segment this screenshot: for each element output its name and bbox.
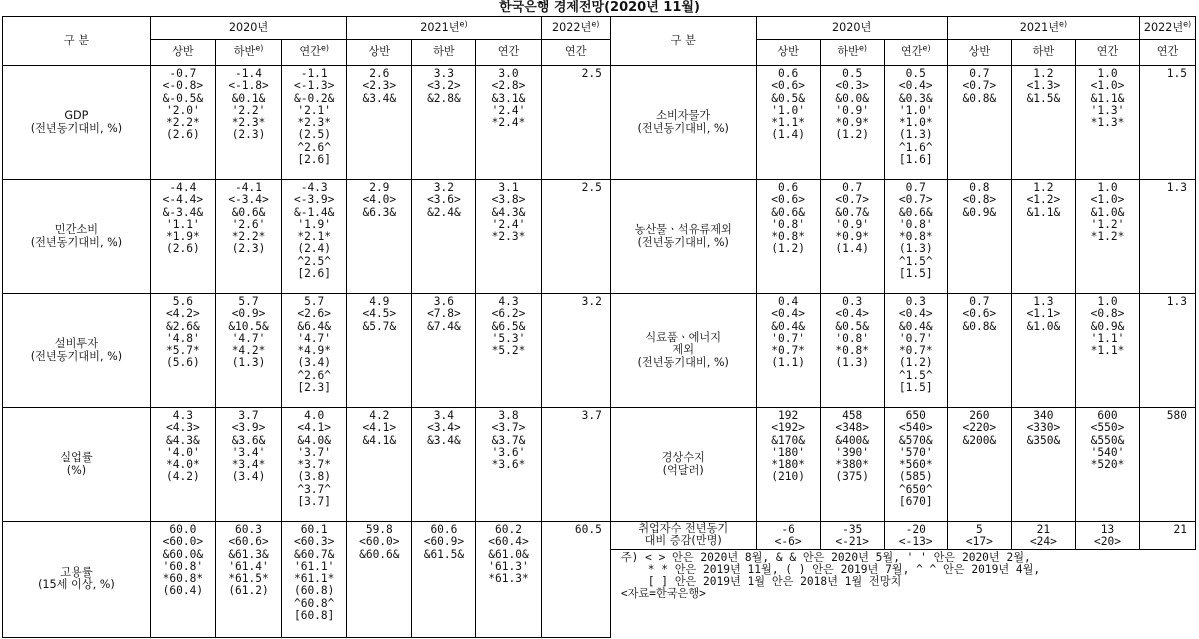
right-cell-h2-2021: 21 <24> [1011,522,1075,550]
left-cell-yr-2021: 60.2 <60.4> &61.0& '61.3' *61.3* [476,522,541,638]
table-row [3,522,1196,550]
table-row [3,66,1196,180]
subheader-h1-2021: 상반 [347,40,412,66]
subheader-annual-2022-r: 연간 [1140,40,1196,66]
left-cell-h1-2020: 60.0 <60.0> &60.0& '60.8' *60.8* (60.4) [150,522,215,638]
left-cell-h2-2021: 3.4 <3.4> &3.4& [412,408,476,522]
subheader-h2-2020-r: 하반$^{e)}$ [820,40,884,66]
left-cell-h1-2020: -4.4 <-4.4> &-3.4& '1.1' *1.9* (2.6) [150,180,215,294]
right-cell-h2-2020: 0.5 <0.3> &0.0& '0.9' *0.9* (1.2) [820,66,884,180]
right-row-label: 경상수지 (억달러) [610,408,756,522]
left-cell-yr-2021: 4.3 <6.2> &6.5& '5.3' *5.2* [476,294,541,408]
right-cell-yr-2020: 0.7 <0.7> &0.6& '0.8' *0.8* (1.3) ^1.5^ [1.5] [884,180,947,294]
forecast-table [2,16,1196,638]
left-cell-yr-2022: 2.5 [541,180,610,294]
table-row [3,180,1196,294]
right-row-label: 취업자수 전년동기 대비 증감(만명) [610,522,756,550]
left-cell-yr-2020: -4.3 <-3.9> &-1.4& '1.9' *2.1* (2.4) ^2.5^ [2.6] [282,180,347,294]
right-cell-h1-2021: 0.7 <0.6> &0.8& [947,294,1011,408]
left-cell-h1-2020: -0.7 <-0.8> &-0.5& '2.0' *2.2* (2.6) [150,66,215,180]
right-cell-h1-2020: 0.6 <0.6> &0.6& '0.8' *0.8* (1.2) [756,180,820,294]
right-cell-h2-2020: 458 <348> &400& '390' *380* (375) [820,408,884,522]
right-cell-yr-2020: -20 <-13> [884,522,947,550]
left-row-label: 설비투자 (전년동기대비, %) [3,294,151,408]
right-cell-yr-2020: 650 <540> &570& '570' *560* (585) ^650^ [670] [884,408,947,522]
right-cell-yr-2022: 1.3 [1140,180,1196,294]
subheader-annual-2021-r: 연간 [1075,40,1139,66]
left-cell-yr-2020: 4.0 <4.1> &4.0& '3.7' *3.7* (3.8) ^3.7^ [3.7] [282,408,347,522]
right-cell-h2-2021: 340 <330> &350& [1011,408,1075,522]
left-cell-h1-2021: 59.8 <60.0> &60.6& [347,522,412,638]
left-cell-h2-2020: -1.4 <-1.8> &0.1& '2.2' *2.3* (2.3) [215,66,281,180]
left-cell-h1-2020: 5.6 <4.2> &2.6& '4.8' *5.7* (5.6) [150,294,215,408]
right-cell-yr-2022: 580 [1140,408,1196,522]
header-2021-right: 2021년$^{e)}$ [947,17,1139,40]
subheader-annual-2021: 연간 [476,40,541,66]
left-cell-h1-2021: 4.9 <4.5> &5.7& [347,294,412,408]
right-cell-yr-2022: 1.3 [1140,294,1196,408]
left-cell-yr-2022: 3.7 [541,408,610,522]
right-cell-yr-2022: 1.5 [1140,66,1196,180]
right-cell-h1-2021: 5 <17> [947,522,1011,550]
subheader-h2-2021-r: 하반 [1011,40,1075,66]
left-cell-yr-2022: 60.5 [541,522,610,638]
left-row-label: 고용률 (15세 이상, %) [3,522,151,638]
subheader-annual-2022: 연간 [541,40,610,66]
subheader-h1-2020-r: 상반 [756,40,820,66]
right-cell-yr-2021: 1.0 <0.8> &0.9& '1.1' *1.1* [1075,294,1139,408]
left-cell-h1-2021: 2.9 <4.0> &6.3& [347,180,412,294]
left-cell-yr-2022: 3.2 [541,294,610,408]
subheader-h1-2021-r: 상반 [947,40,1011,66]
right-cell-yr-2020: 0.5 <0.4> &0.3& '1.0' *1.0* (1.3) ^1.6^ [1.6] [884,66,947,180]
left-cell-h2-2021: 3.3 <3.2> &2.8& [412,66,476,180]
left-cell-h2-2021: 3.2 <3.6> &2.4& [412,180,476,294]
header-2020-right: 2020년 [756,17,947,40]
table-row [3,408,1196,522]
right-row-label: 소비자물가 (전년동기대비, %) [610,66,756,180]
subheader-h1-2020: 상반 [150,40,215,66]
right-cell-yr-2021: 600 <550> &550& '540' *520* [1075,408,1139,522]
header-2020-left: 2020년 [150,17,346,40]
left-cell-yr-2021: 3.8 <3.7> &3.7& '3.6' *3.6* [476,408,541,522]
right-cell-h1-2021: 0.7 <0.7> &0.8& [947,66,1011,180]
left-cell-h2-2020: -4.1 <-3.4> &0.6& '2.6' *2.2* (2.3) [215,180,281,294]
right-cell-h2-2020: -35 <-21> [820,522,884,550]
right-cell-h2-2021: 1.2 <1.3> &1.5& [1011,66,1075,180]
header-2022-left: 2022년$^{e)}$ [541,17,610,40]
left-cell-h2-2020: 3.7 <3.9> &3.6& '3.4' *3.4* (3.4) [215,408,281,522]
right-row-label: 농산물ㆍ석유류제외 (전년동기대비, %) [610,180,756,294]
right-cell-yr-2021: 13 <20> [1075,522,1139,550]
header-gubun-right: 구 분 [610,17,756,66]
left-cell-yr-2020: 5.7 <2.6> &6.4& '4.7' *4.9* (3.4) ^2.6^ [2.3] [282,294,347,408]
left-row-label: 민간소비 (전년동기대비, %) [3,180,151,294]
header-2022-right: 2022년$^{e)}$ [1140,17,1196,40]
left-cell-yr-2021: 3.0 <2.8> &3.1& '2.4' *2.4* [476,66,541,180]
left-cell-h1-2020: 4.3 <4.3> &4.3& '4.0' *4.0* (4.2) [150,408,215,522]
right-cell-h1-2020: -6 <-6> [756,522,820,550]
left-row-label: 실업률 (%) [3,408,151,522]
header-gubun-left: 구 분 [3,17,151,66]
right-cell-yr-2021: 1.0 <1.0> &1.0& '1.2' *1.2* [1075,180,1139,294]
left-cell-h2-2020: 5.7 <0.9> &10.5& '4.7' *4.2* (1.3) [215,294,281,408]
right-cell-h1-2020: 0.6 <0.6> &0.5& '1.0' *1.1* (1.4) [756,66,820,180]
subheader-h2-2021: 하반 [412,40,476,66]
header-2021-left: 2021년$^{e)}$ [347,17,541,40]
table-title: 한국은행 경제전망(2020년 11월) [499,0,700,15]
right-cell-h2-2021: 1.2 <1.2> &1.1& [1011,180,1075,294]
left-cell-yr-2021: 3.1 <3.8> &4.3& '2.4' *2.3* [476,180,541,294]
left-cell-h1-2021: 2.6 <2.3> &3.4& [347,66,412,180]
subheader-h2-2020: 하반$^{e)}$ [215,40,281,66]
right-cell-h2-2020: 0.3 <0.4> &0.5& '0.8' *0.8* (1.3) [820,294,884,408]
right-cell-h1-2020: 192 <192> &170& '180' *180* (210) [756,408,820,522]
right-cell-yr-2020: 0.3 <0.4> &0.4& '0.7' *0.7* (1.2) ^1.5^ [1.5] [884,294,947,408]
left-row-label: GDP (전년동기대비, %) [3,66,151,180]
right-row-label: 식료품ㆍ에너지 제외 (전년동기대비, %) [610,294,756,408]
right-cell-yr-2021: 1.0 <1.0> &1.1& '1.3' *1.3* [1075,66,1139,180]
right-cell-yr-2022: 21 [1140,522,1196,550]
left-cell-h2-2021: 60.6 <60.9> &61.5& [412,522,476,638]
right-cell-h1-2021: 0.8 <0.8> &0.9& [947,180,1011,294]
left-cell-h2-2021: 3.6 <7.8> &7.4& [412,294,476,408]
right-cell-h1-2021: 260 <220> &200& [947,408,1011,522]
subheader-annual-2020-r: 연간$^{e)}$ [884,40,947,66]
left-cell-yr-2020: 60.1 <60.3> &60.7& '61.1' *61.1* (60.8) ^60.8^ [60.8] [282,522,347,638]
table-row [3,294,1196,408]
footnote: 주) < > 안은 2020년 8월, & & 안은 2020년 5월, ' ' 안은 2020년 2월, * * 안은 2019년 11월, ( ) 안은 2019년 7월, ^ ^ 안은 2019년 4월, [ ] 안은 2019년 1월 안은 2018년 1월 전망치 <자료=한국은행> [610,549,1195,637]
left-cell-yr-2020: -1.1 <-1.3> &-0.2& '2.1' *2.3* (2.5) ^2.6^ [2.6] [282,66,347,180]
right-cell-h2-2021: 1.3 <1.1> &1.0& [1011,294,1075,408]
right-cell-h2-2020: 0.7 <0.7> &0.7& '0.9' *0.9* (1.4) [820,180,884,294]
right-cell-h1-2020: 0.4 <0.4> &0.4& '0.7' *0.7* (1.1) [756,294,820,408]
left-cell-h2-2020: 60.3 <60.6> &61.3& '61.4' *61.5* (61.2) [215,522,281,638]
subheader-annual-2020: 연간$^{e)}$ [282,40,347,66]
left-cell-h1-2021: 4.2 <4.1> &4.1& [347,408,412,522]
left-cell-yr-2022: 2.5 [541,66,610,180]
